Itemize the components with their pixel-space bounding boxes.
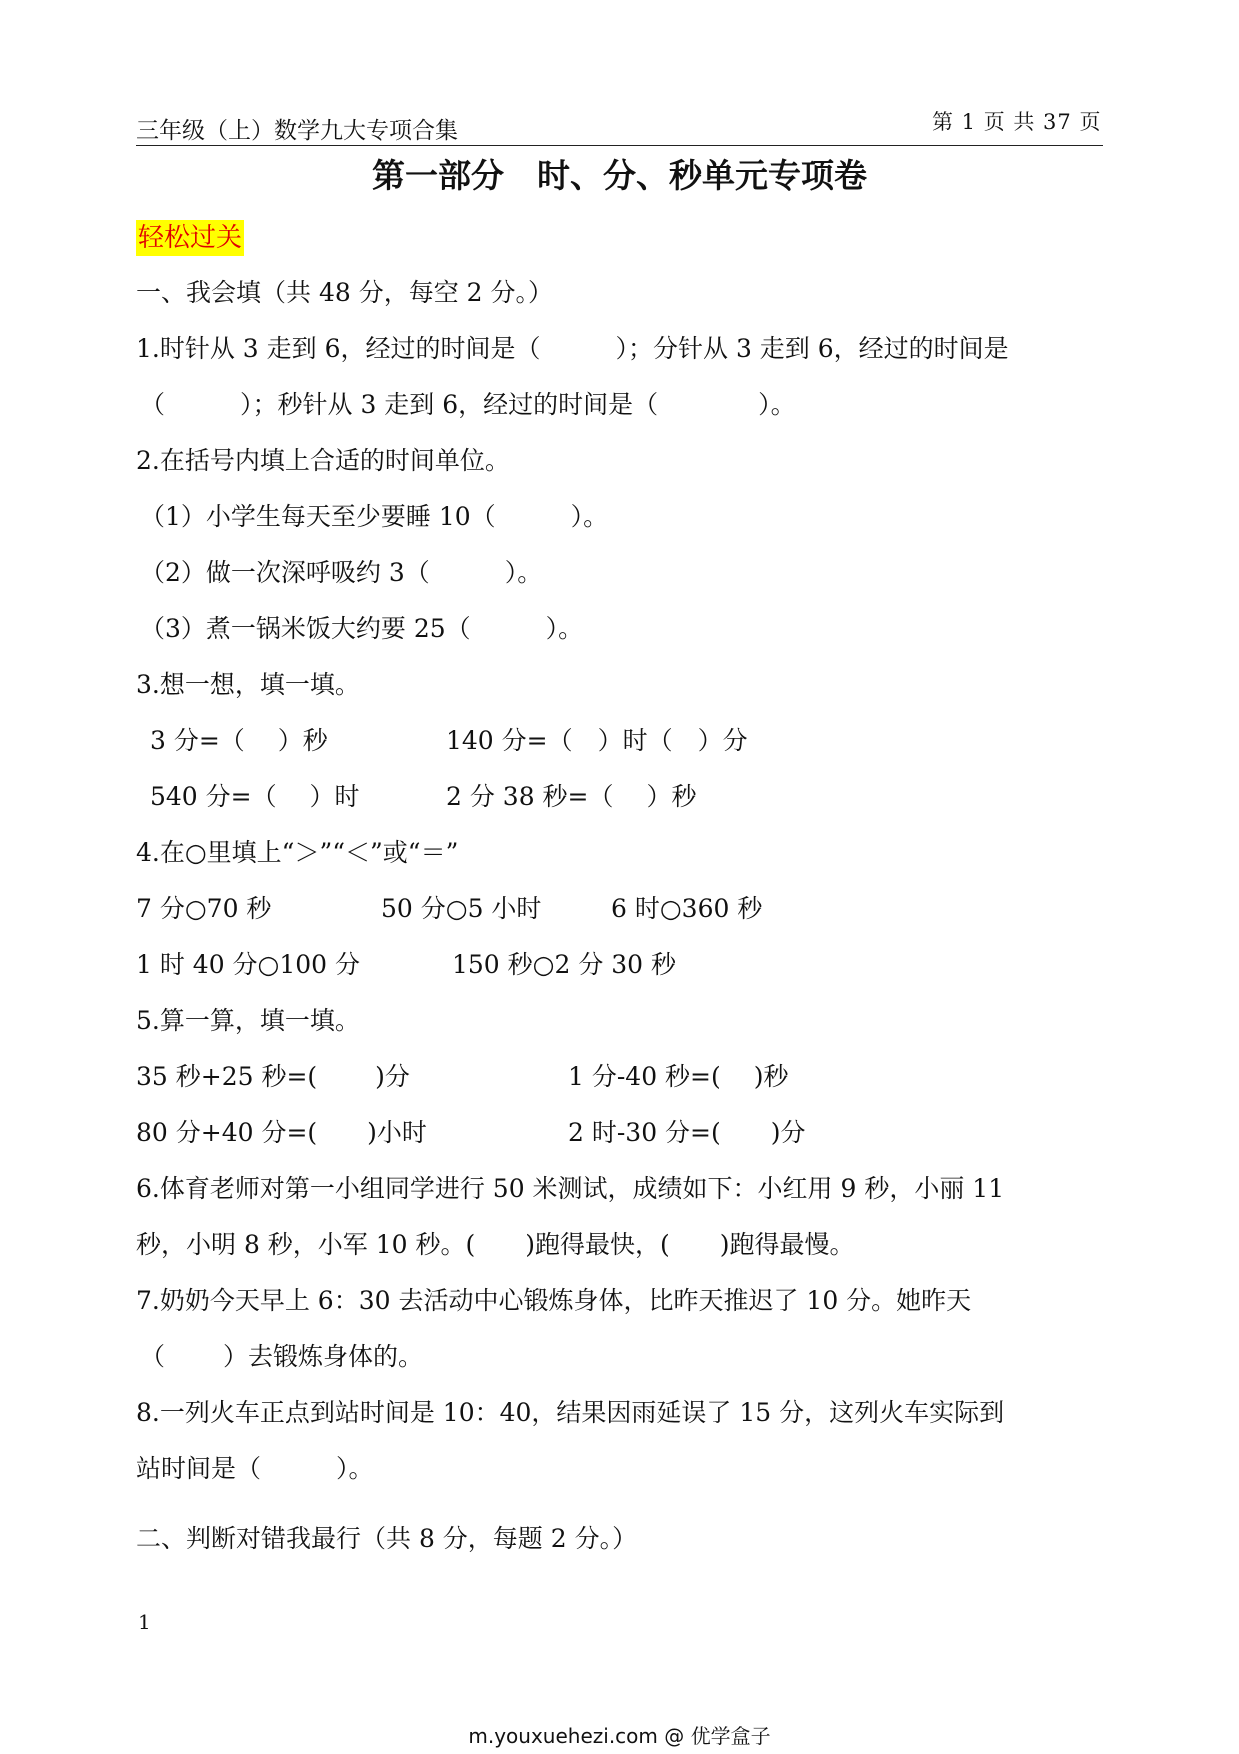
question-line: 140 分=（ ）时（ ）分 <box>446 726 748 755</box>
question-line: 7.奶奶今天早上 6：30 去活动中心锻炼身体，比昨天推迟了 10 分。她昨天 <box>136 1286 972 1315</box>
page-title: 第一部分 时、分、秒单元专项卷 <box>372 156 867 195</box>
page-info: 第 1 页 共 37 页 <box>932 110 1102 134</box>
section-heading: 一、我会填（共 48 分，每空 2 分。） <box>136 278 554 307</box>
site-watermark: m.youxuehezi.com @ 优学盒子 <box>468 1724 771 1748</box>
question-line: （2）做一次深呼吸约 3（ ）。 <box>140 558 543 587</box>
question-line: 80 分+40 分=( )小时 <box>136 1118 427 1147</box>
question-line: 2 时-30 分=( )分 <box>568 1118 806 1147</box>
question-line: 1 时 40 分○100 分 <box>136 950 361 979</box>
question-line: 3 分=（ ）秒 <box>150 726 328 755</box>
question-line: 2.在括号内填上合适的时间单位。 <box>136 446 510 475</box>
section-heading: 二、判断对错我最行（共 8 分，每题 2 分。） <box>136 1524 638 1553</box>
header-rule <box>136 145 1103 146</box>
question-line: 35 秒+25 秒=( )分 <box>136 1062 410 1091</box>
question-line: （3）煮一锅米饭大约要 25（ ）。 <box>140 614 584 643</box>
question-line: 秒，小明 8 秒，小军 10 秒。( )跑得最快，( )跑得最慢。 <box>136 1230 855 1259</box>
page-number: 1 <box>138 1610 151 1634</box>
question-line: 6.体育老师对第一小组同学进行 50 米测试，成绩如下：小红用 9 秒，小丽 11 <box>136 1174 1005 1203</box>
question-line: 2 分 38 秒=（ ）秒 <box>446 782 697 811</box>
question-line: 1 分-40 秒=( )秒 <box>568 1062 789 1091</box>
question-line: 3.想一想，填一填。 <box>136 670 360 699</box>
question-line: 5.算一算，填一填。 <box>136 1006 360 1035</box>
question-line: 4.在○里填上“＞”“＜”或“＝” <box>136 838 459 867</box>
question-line: （ ）；秒针从 3 走到 6，经过的时间是（ ）。 <box>140 390 796 419</box>
question-line: 50 分○5 小时 <box>381 894 542 923</box>
question-line: 8.一列火车正点到站时间是 10：40，结果因雨延误了 15 分，这列火车实际到 <box>136 1398 1005 1427</box>
question-line: 7 分○70 秒 <box>136 894 272 923</box>
question-line: 1.时针从 3 走到 6，经过的时间是（ ）；分针从 3 走到 6，经过的时间是 <box>136 334 1009 363</box>
question-line: 150 秒○2 分 30 秒 <box>452 950 677 979</box>
question-line: 6 时○360 秒 <box>611 894 763 923</box>
question-line: 站时间是（ ）。 <box>136 1454 374 1483</box>
question-line: （1）小学生每天至少要睡 10（ ）。 <box>140 502 609 531</box>
section-highlight: 轻松过关 <box>136 220 244 256</box>
book-title: 三年级（上）数学九大专项合集 <box>136 118 458 144</box>
question-line: （ ）去锻炼身体的。 <box>140 1342 423 1371</box>
question-line: 540 分=（ ）时 <box>150 782 360 811</box>
